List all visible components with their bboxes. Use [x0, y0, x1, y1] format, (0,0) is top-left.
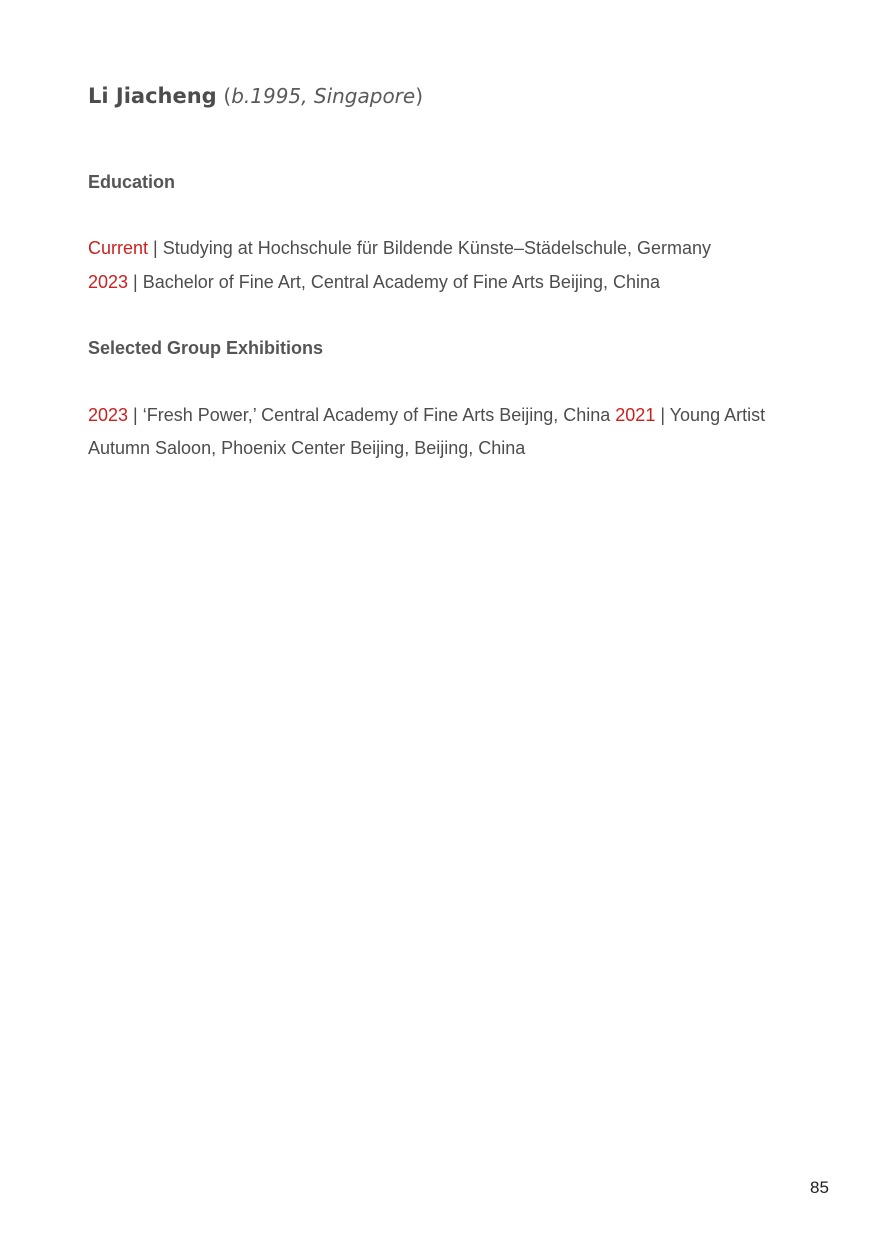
artist-name: Li Jiacheng [88, 84, 217, 108]
artist-heading [88, 84, 423, 108]
page-number: 85 [810, 1178, 829, 1197]
education-entry-year: Current [88, 238, 149, 258]
exhibitions-line-2: Autumn Saloon, Phoenix Center Beijing, Beijing, China [88, 438, 526, 458]
exhibitions-section-title: Selected Group Exhibitions [88, 338, 324, 358]
exhibition-year: 2021 [615, 405, 656, 425]
education-entry-separator: | [148, 238, 163, 258]
exhibition-text: | ‘Fresh Power,’ Central Academy of Fine Arts Beijing, China [128, 405, 616, 425]
birth-details: b.1995, Singapore [231, 84, 416, 108]
education-entry-separator: | [128, 272, 143, 292]
exhibition-text: | Young Artist [655, 405, 766, 425]
exhibitions-line-1 [88, 405, 765, 426]
open-paren: ( [223, 84, 232, 108]
artist-birth-info [223, 84, 423, 108]
exhibition-year: 2023 [88, 405, 129, 425]
education-entry-text: Studying at Hochschule für Bildende Künste–Städelschule, Germany [162, 238, 712, 258]
education-entry [88, 272, 660, 293]
education-entry-year: 2023 [88, 272, 129, 292]
education-entry-text: Bachelor of Fine Art, Central Academy of Fine Arts Beijing, China [142, 272, 660, 292]
education-section-title: Education [88, 172, 176, 192]
close-paren: ) [415, 84, 424, 108]
education-entry [88, 238, 711, 259]
